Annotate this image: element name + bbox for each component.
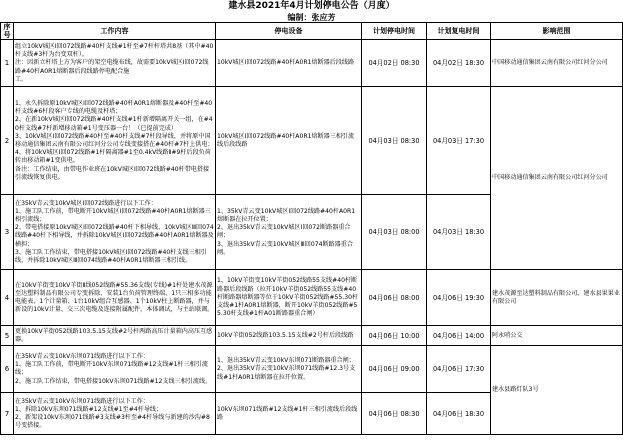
table-header-row [1, 23, 623, 40]
table-row [1, 87, 623, 195]
row-outage-time: 04月02日 08:30 [362, 40, 427, 87]
row-equipment: 1、退出35kV青云变10kV东坝071断路器重合闸； 2、退出35kV青云变10kV东坝071线路#12.3号支线#1杆A0R1熔断器在拉开位置。 [216, 346, 362, 393]
row-no: 2 [1, 87, 14, 195]
sheet-title: 建水县2021年4月计划停电公告（月度） [228, 1, 395, 11]
row-affected-area: 中国移动通信集团云南有限公司红河分公司 [491, 87, 623, 270]
col-header-affected-area: 影响范围 [491, 23, 623, 40]
col-header-no: 序号 [1, 23, 14, 40]
row-equipment: 1、10kV羊街变10kV羊街052线路55支线#40杆断路器后段线路（拉开10kV羊街052线路55支线#40杆断路器熔断器等位于10kV羊街052线路#55.30杆支线#1杆A0R1熔断器，断开10kV羊街052线路#55.30杆支线#1杆A01断路器重合闸） [216, 270, 362, 326]
row-no: 6 [1, 346, 14, 393]
row-no: 7 [1, 393, 14, 435]
row-content: 在35kV青云变10kV东坝071线路进行以下工作： 1、施工队工作前，带电断开10kV东坝071线路#12支线#1杆三相引流线； 2、施工队工作结束，带电搭接10kV东坝071线路#12支线三相引流线。 [14, 346, 216, 393]
row-equipment: 10kV城区Ⅰ回072线路#40杆A0R1熔断器三相引流线后段线路 [216, 87, 362, 195]
outage-table [0, 22, 623, 435]
row-restore-time: 04月06日 17:30 [427, 346, 491, 393]
row-restore-time: 04月06日 19:30 [427, 270, 491, 326]
row-content: 在35kV青云变10kV城区Ⅰ回072线路进行以下工作： 1、施工队工作前，带电断开10kV城区Ⅰ回072线路#40杆A0R1熔断器三相引流线； 2、带电搭接原10kV城区Ⅰ回072线路#40杆下相导线、10kV城区Ⅲ回074线路#40杆下相导线，并拆除10kV城区Ⅰ回072线路#40杆A0R1熔断器及横担； 3、施工队工作结束，带电搭接10kV城区Ⅰ回072线路#40杆支线三相引线，并拆除10kV城区Ⅲ回074线路#40杆A0R1熔断器三相引线。 [14, 195, 216, 270]
row-no: 5 [1, 326, 14, 346]
row-content: 1、永久拆除原10kV城区Ⅰ回072线路#40杆A0R1熔断器及#40杆至#40杆支线#6杆段客户专线的电缆及杆塔； 2、在新10kV城区Ⅰ回072线路#40杆支线#1杆新增隔离开关一组，在#40杆支线#7杆新增移动箱#1号变压器一台！（已提前完成） 3、10kV城区Ⅰ回072线路#40杆至#40杆支线#7杆段导线，并将原中国移动通信集团云南有限公司红河分公司专线变接搭在#40杆#7杆上供电； 4、将10kV城区Ⅰ回072线路#1杆隔离器#1至0.4kV线路Ⅱ#9杆后段负荷转由移动箱#1变供电。 备注：工作结束，由带电作业班在10kV城区Ⅰ回072线路#40杆带电搭接引流线恢复供电。 [14, 87, 216, 195]
col-header-restore-time: 计划复电时间 [427, 23, 491, 40]
row-content: 在35kV青云变10kV东坝071线路进行以下工作： 1、拆除10kV东坝071线路#12支线#1至#4杆导线； 2、新架设10kV东坝071线路#3支线#3杆至#4杆导线与新建的沙沟#8号变搭接。 [14, 393, 216, 435]
row-affected-area: 建水茂源至达塑料制品有限公司、建水县果果业有限公司 [491, 270, 623, 326]
row-restore-time: 04月06日 18:30 [427, 393, 491, 435]
row-outage-time: 04月06日 08:00 [362, 270, 427, 326]
row-restore-time: 04月03日 18:30 [427, 195, 491, 270]
table-row [1, 40, 623, 87]
row-equipment: 10kV城区Ⅰ回072线路#40杆A0R1熔断器后段线路 [216, 40, 362, 87]
row-affected-area: 阿永哨公交 [491, 326, 623, 346]
row-content: 组立10kV城区Ⅰ回072线路#40杆支线#1杆至#7杆杆塔共8基（其中#40杆支线#3杆为台变双杆）。 注：因新立杆塔上方为客户的架空电缆布线，故需要10kV城区Ⅰ回072线路#40杆A0R1熔断器后段线路停电配合施 工。 [14, 40, 216, 87]
row-no: 4 [1, 270, 14, 326]
table-row [1, 346, 623, 393]
table-row [1, 270, 623, 326]
row-outage-time: 04月03日 08:00 [362, 195, 427, 270]
row-affected-area: 建水县路灯队3号 [491, 346, 623, 435]
col-header-outage-time: 计划停电时间 [362, 23, 427, 40]
row-outage-time: 04月06日 09:00 [362, 346, 427, 393]
col-header-content: 工作内容 [14, 23, 216, 40]
row-no: 3 [1, 195, 14, 270]
row-restore-time: 04月06日 14:00 [427, 326, 491, 346]
row-content: 更换10kV羊街052线路103.5.15支线#2号杆两路高压计量箱内高压互感器。 [14, 326, 216, 346]
row-restore-time: 04月02日 18:30 [427, 40, 491, 87]
table-row [1, 326, 623, 346]
row-outage-time: 04月06日 10:00 [362, 326, 427, 346]
row-equipment: 10kV羊街052线路103.5.15支线#2号杆后段线路 [216, 326, 362, 346]
row-restore-time: 04月03日 17:30 [427, 87, 491, 195]
row-outage-time: 04月06日 08:30 [362, 393, 427, 435]
row-equipment: 10kV东坝071线路#12支线#1杆三相引流线后段线路 [216, 393, 362, 435]
col-header-equipment: 停电设备 [216, 23, 362, 40]
row-equipment: 1、35kV青云变10kV城区Ⅰ回072线路#40杆A0R1熔断器在拉开位置； 2、退出35kV青云变10kV城区Ⅰ回072断路器重合闸； 3、退出35kV青云变10kV城区Ⅲ回074断路器重合闸。 [216, 195, 362, 270]
row-affected-area: 中国移动通信集团云南有限公司红河分公司 [491, 40, 623, 87]
row-no: 1 [1, 40, 14, 87]
row-content: 在10kV羊街变10kV羊街Ⅱ线052线路#55.36支线(专线)#1杆处建水茂源至达塑料制品有限公司专变拆除、安装1台负荷管理终端、1只三相多功能电能表、1个计量箱、1台10kV组合互感器、1个10kV柱上断路器，并与新设的10kV计量、交三次电缆及连接附属配件，本体调试，与主站联调。 [14, 270, 216, 326]
row-outage-time: 04月03日 08:30 [362, 87, 427, 195]
editor-line: 编制：张应芳 [287, 13, 336, 22]
